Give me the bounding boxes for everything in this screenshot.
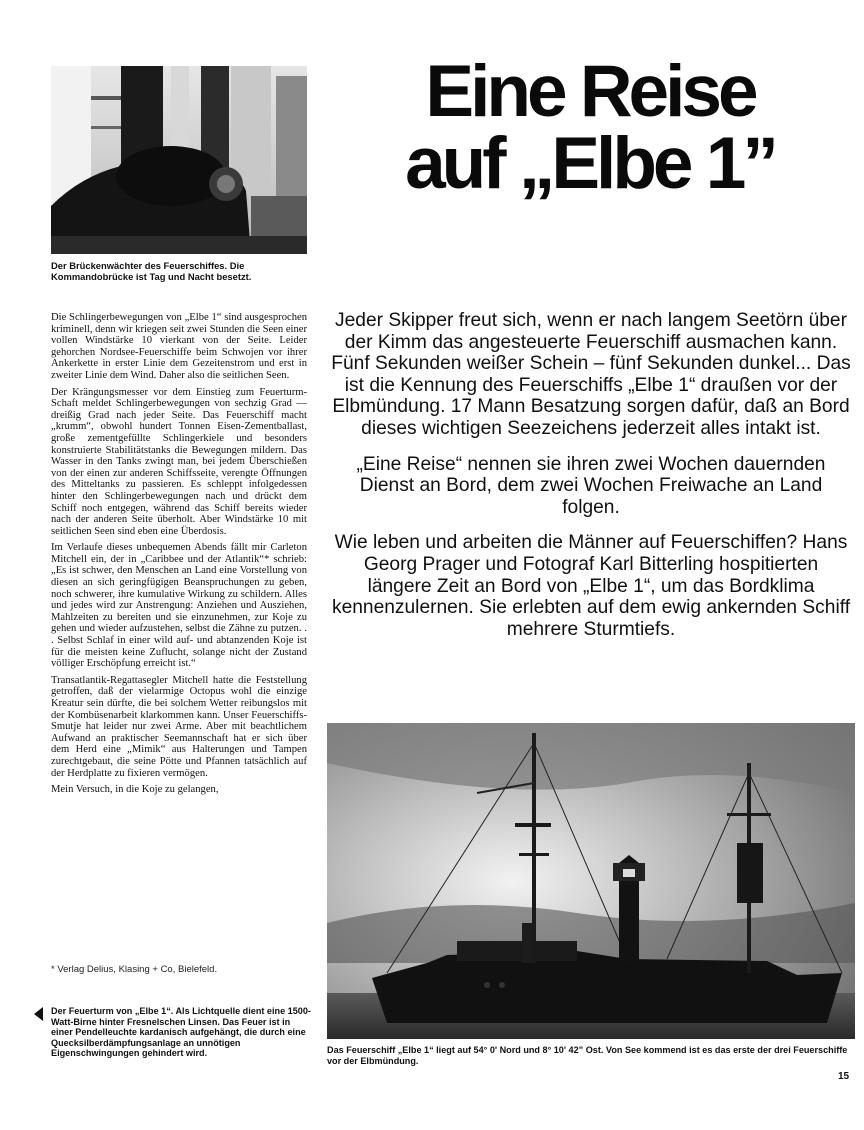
- body-paragraph-5: Mein Versuch, in die Koje zu gelangen,: [51, 784, 219, 796]
- lightship-photo-graphic: [327, 723, 855, 1039]
- body-paragraph-1: Die Schlingerbewegungen von „Elbe 1“ sind ausgesprochen kriminell, denn wir kriegen seit zwei Stunden die Seen einer vollen Windstärke 10 vierkant von der Seite. Leider gehorchen Nordsee-Feuerschiffe beim Schwojen vor ihrer Ankerkette in erster Linie dem Gezeitenstrom und erst in zweiter Linie dem Wind. Daher also die seitlichen Seen.: [51, 312, 307, 381]
- page-number: 15: [838, 1071, 850, 1082]
- body-paragraph-4: Transatlantik-Regattasegler Mitchell hatte die Feststellung getroffen, daß der vielarmige Octopus wohl die einzige Kreatur sein dürfte, die bei solchem Wetter reibungslos mit der Kombüsenarbeit klarkommen kann. Unser Feuerschiffs-Smutje hat leider nur zwei Arme. Aber mit beachtlichem Aufwand an praktischer Seemannschaft hat er sich über dem Herd eine „Mimik“ aus Halterungen und Tampen zurechtgebaut, die seine Pötte und Pfannen tatsächlich auf der Herdplatte zu fixieren vermögen.: [51, 674, 307, 779]
- body-column: [51, 312, 307, 801]
- body-paragraph-2: Der Krängungsmesser vor dem Einstieg zum Feuerturm-Schaft meldet Schlingerbewegungen von sechzig Grad — dreißig Grad nach jeder Seite. Das Feuerschiff macht „krumm“, obwohl hundert Tonnen Eisen-Zementballast, große zementgefüllte Schlingerkiele und besonders konstruierte Stabilitätstanks die Bewegungen mildern. Das Wasser in den Tanks zwingt man, bei jedem Überschießen von der einen zur anderen Schiffsseite, verengte Öffnungen des Mitteltanks zu passieren. Es schleppt infolgedessen hinter den Schlingerbewegungen nach und drückt dem Schiff noch entgegen, während das Schiff bereits wieder nach der anderen Seite überholt. Aber Windstärke 10 mit seitlichen Seen sind eben eine Überdosis.: [51, 386, 307, 537]
- footnote: * Verlag Delius, Klasing + Co, Bielefeld.: [51, 964, 218, 975]
- bridge-watchman-photo: [51, 66, 307, 254]
- arrow-left-icon: [34, 1007, 43, 1021]
- bridge-photo-graphic: [51, 66, 307, 254]
- headline-line-2: auf „Elbe 1”: [405, 123, 775, 204]
- intro-paragraph-3: Wie leben und arbeiten die Männer auf Feuerschiffen? Hans Georg Prager und Fotograf Karl Bitterling hospitierten längere Zeit an Bord von „Elbe 1“, um das Bordklima kennenzulernen. Sie erlebten auf dem ewig ankernden Schiff mehrere Sturmtiefs.: [331, 532, 851, 640]
- tower-caption: Der Feuerturm von „Elbe 1“. Als Lichtquelle dient eine 1500-Watt-Birne hinter Fresnelschen Linsen. Das Feuer ist in einer Pendelleuchte kardanisch aufgehängt, die durch eine Quecksilberdämpfungsanlage an unnötigen Eigenschwingungen gehindert wird.: [51, 1006, 311, 1058]
- lightship-photo-caption: Das Feuerschiff „Elbe 1“ liegt auf 54° 0' Nord und 8° 10' 42” Ost. Von See kommend ist es das erste der drei Feuerschiffe vor der Elbmündung.: [327, 1045, 848, 1066]
- headline: [360, 51, 820, 204]
- intro-paragraph-1: Jeder Skipper freut sich, wenn er nach langem Seetörn über der Kimm das angesteuerte Feuerschiff ausmachen kann. Fünf Sekunden weißer Schein – fünf Sekunden dunkel... Das ist die Kennung des Feuerschiffs „Elbe 1“ draußen vor der Elbmündung. 17 Mann Besatzung sorgen dafür, daß an Bord dieses wichtigen Seezeichens jederzeit alles intakt ist.: [331, 310, 851, 439]
- headline-line-1: Eine Reise: [425, 51, 755, 132]
- lightship-photo: [327, 723, 855, 1039]
- intro-paragraph-2: „Eine Reise“ nennen sie ihren zwei Wochen dauernden Dienst an Bord, dem zwei Wochen Freiwache an Land folgen.: [356, 453, 826, 518]
- body-paragraph-3: Im Verlaufe dieses unbequemen Abends fällt mir Carleton Mitchell ein, der in „Caribbee und der Atlantik“* schrieb: „Es ist schwer, den Menschen an Land eine Vorstellung von diesen an sich geringfügigen Beanspruchungen zu geben, noch schwerer, ihre kumulative Wirkung zu schildern. Alles und jedes wird zur Anstrengung: Anziehen und Ausziehen, Mahlzeiten zu bereiten und sie einzunehmen, zur Koje zu gehen und wieder aufzustehen, selbst die Zähne zu putzen. . . Selbst Schlaf in einer wild auf- und abtanzenden Koje ist für die meisten keine Zuflucht, solange nicht der Zustand völliger Erschöpfung erreicht ist.“: [51, 542, 307, 670]
- bridge-photo-caption: Der Brückenwächter des Feuerschiffes. Die Kommandobrücke ist Tag und Nacht besetzt.: [51, 260, 252, 282]
- intro-text: [330, 310, 852, 654]
